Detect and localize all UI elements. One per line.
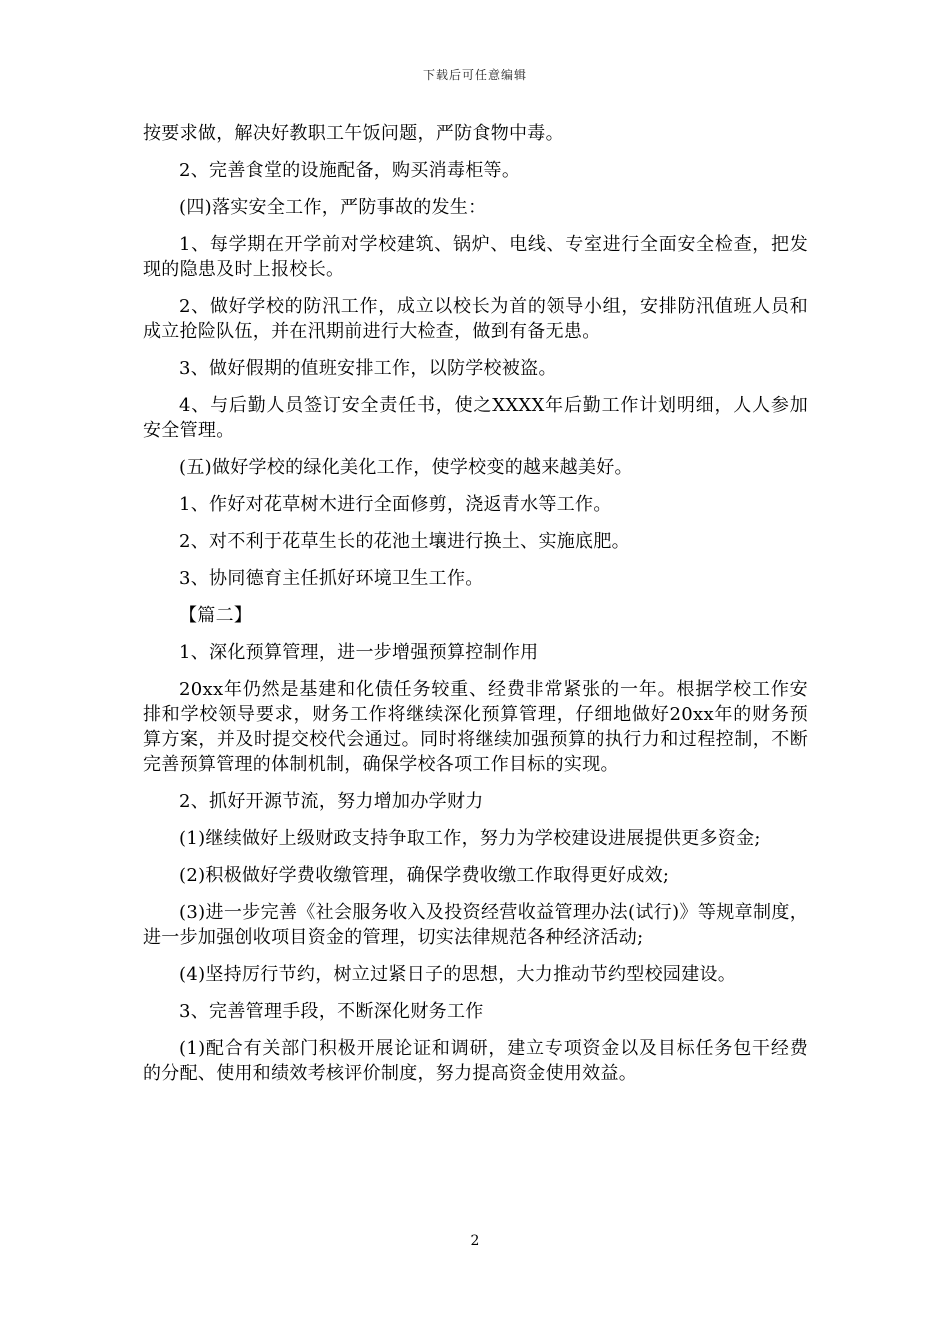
paragraph: 20xx年仍然是基建和化债任务较重、经费非常紧张的一年。根据学校工作安排和学校领导要求，财务工作将继续深化预算管理，仔细地做好20xx年的财务预算方案，并及时提交校代会通过。同时将继续加强预算的执行力和过程控制，不断完善预算管理的体制机制，确保学校各项工作目标的实现。 xyxy=(143,679,808,775)
paragraph: (1)配合有关部门积极开展论证和调研，建立专项资金以及目标任务包干经费的分配、使用和绩效考核评价制度，努力提高资金使用效益。 xyxy=(143,1038,808,1084)
paragraph: (五)做好学校的绿化美化工作，使学校变的越来越美好。 xyxy=(179,457,633,478)
section-heading: 【篇二】 xyxy=(179,605,253,626)
document-body xyxy=(143,121,808,1098)
paragraph: 3、协同德育主任抓好环境卫生工作。 xyxy=(179,568,484,589)
page-header: 下载后可任意编辑 xyxy=(422,68,527,82)
paragraph: 1、深化预算管理，进一步增强预算控制作用 xyxy=(179,642,539,663)
paragraph: 3、完善管理手段，不断深化财务工作 xyxy=(179,1001,484,1022)
paragraph: 2、对不利于花草生长的花池土壤进行换土、实施底肥。 xyxy=(179,531,630,552)
paragraph: (2)积极做好学费收缴管理，确保学费收缴工作取得更好成效; xyxy=(179,865,670,886)
paragraph: 按要求做，解决好教职工午饭问题，严防食物中毒。 xyxy=(143,123,564,144)
paragraph: 1、每学期在开学前对学校建筑、锅炉、电线、专室进行全面安全检查，把发现的隐患及时上报校长。 xyxy=(143,234,808,280)
paragraph: 2、完善食堂的设施配备，购买消毒柜等。 xyxy=(179,160,521,181)
paragraph: (四)落实安全工作，严防事故的发生： xyxy=(179,197,487,218)
paragraph: 2、抓好开源节流，努力增加办学财力 xyxy=(179,791,484,812)
paragraph: (4)坚持厉行节约，树立过紧日子的思想，大力推动节约型校园建设。 xyxy=(179,964,737,985)
paragraph: 1、作好对花草树木进行全面修剪，浇返青水等工作。 xyxy=(179,494,612,515)
paragraph: 4、与后勤人员签订安全责任书，使之XXXX年后勤工作计划明细，人人参加安全管理。 xyxy=(143,395,808,441)
paragraph: (1)继续做好上级财政支持争取工作，努力为学校建设进展提供更多资金; xyxy=(179,828,761,849)
paragraph: (3)进一步完善《社会服务收入及投资经营收益管理办法(试行)》等规章制度，进一步加强创收项目资金的管理，切实法律规范各种经济活动; xyxy=(143,902,808,948)
page-number: 2 xyxy=(470,1233,480,1249)
paragraph: 3、做好假期的值班安排工作，以防学校被盗。 xyxy=(179,358,557,379)
paragraph: 2、做好学校的防汛工作，成立以校长为首的领导小组，安排防汛值班人员和成立抢险队伍，并在汛期前进行大检查，做到有备无患。 xyxy=(143,296,808,342)
